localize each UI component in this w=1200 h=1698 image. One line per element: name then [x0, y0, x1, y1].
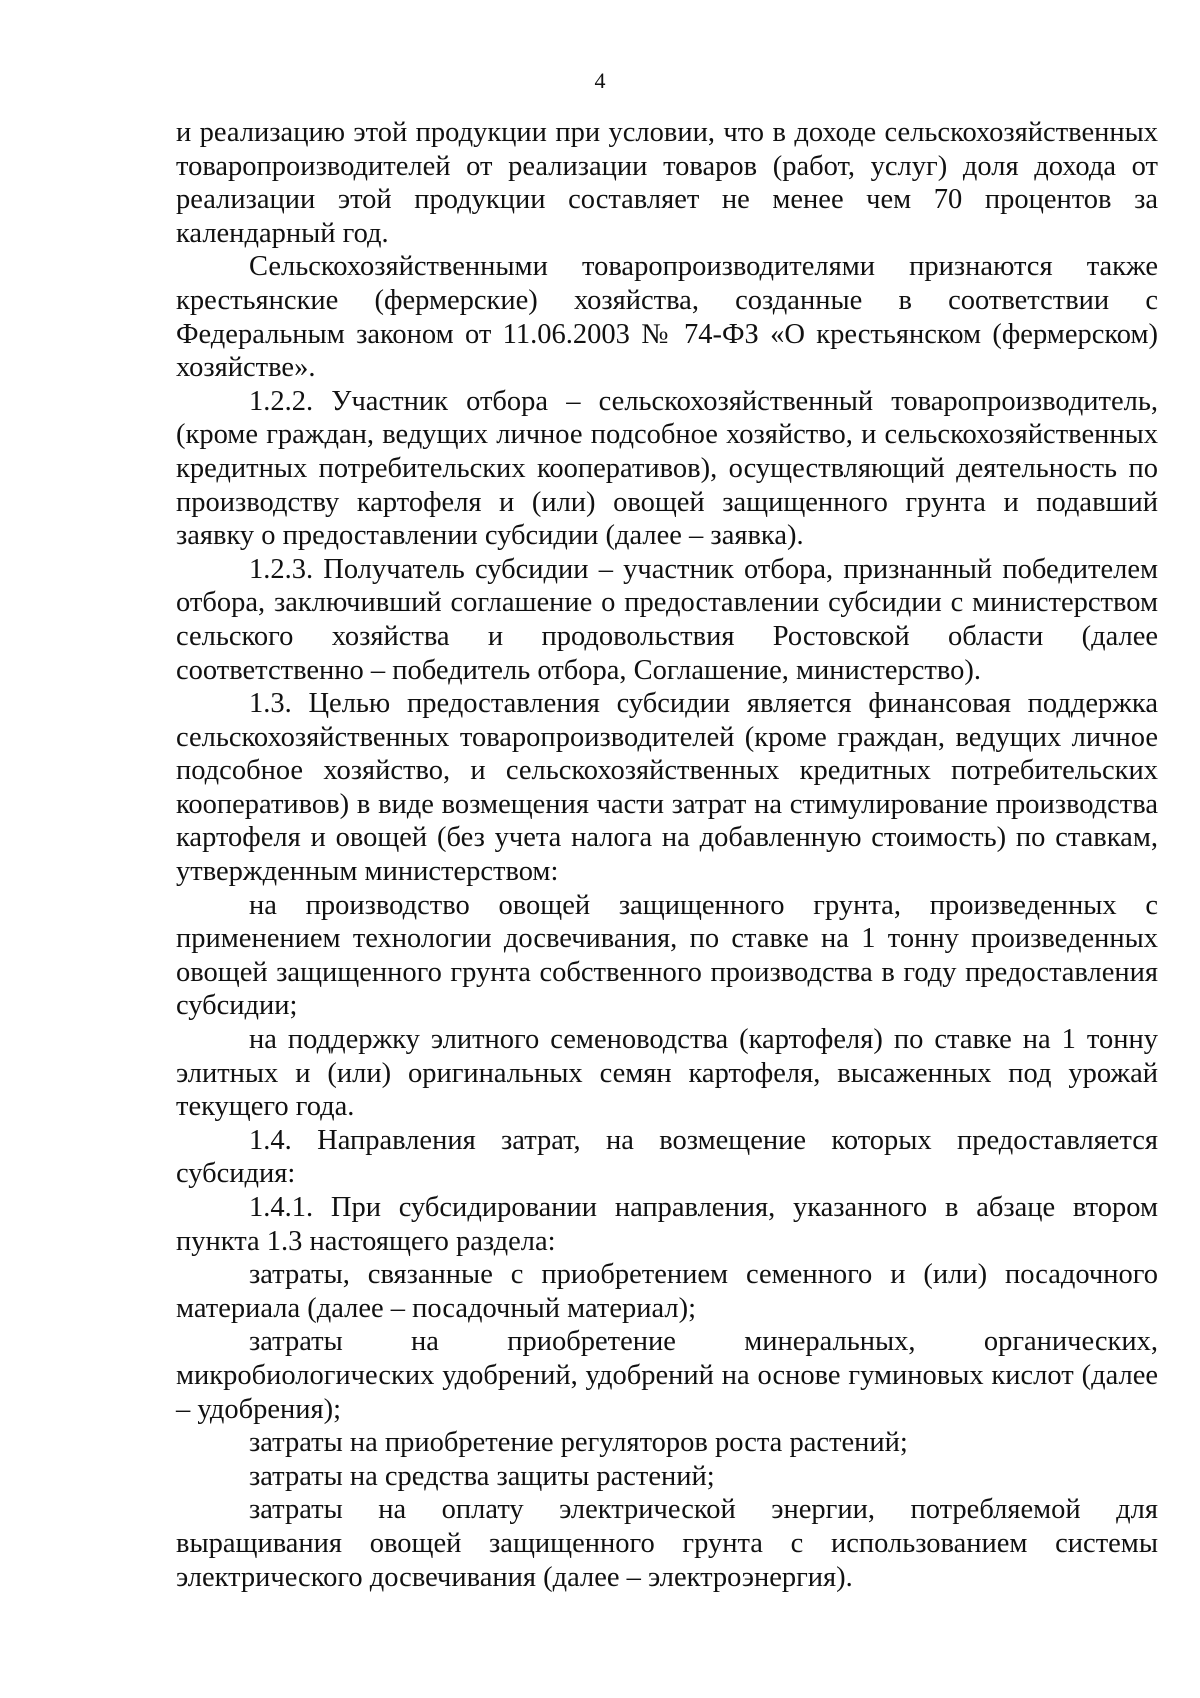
paragraph-electricity: затраты на оплату электрической энергии, потребляемой для выращивания овощей защищенного грунта с использованием системы электрического досвечивания (далее – электроэнергия). [176, 1494, 1158, 1593]
paragraph-1-4-1: 1.4.1. При субсидировании направления, указанного в абзаце втором пункта 1.3 настоящего раздела: [176, 1192, 1158, 1257]
paragraph-1-3: 1.3. Целью предоставления субсидии является финансовая поддержка сельскохозяйственных товаропроизводителей (кроме граждан, ведущих личное подсобное хозяйство, и сельскохозяйственных кредитных потребительских кооперативов) в виде возмещения части затрат на стимулирование производства картофеля и овощей (без учета налога на добавленную стоимость) по ставкам, утвержденным министерством: [176, 688, 1158, 888]
paragraph-1-2-2: 1.2.2. Участник отбора – сельскохозяйственный товаропроизводитель, (кроме граждан, ведущих личное подсобное хозяйство, и сельскохозяйственных кредитных потребительских кооперативов), осуществляющий деятельность по производству картофеля и (или) овощей защищенного грунта и подавший заявку о предоставлении субсидии (далее – заявка). [176, 385, 1158, 552]
document-body [176, 116, 1158, 1594]
paragraph-greenhouse-vegetables: на производство овощей защищенного грунта, произведенных с применением технологии досвечивания, по ставке на 1 тонну произведенных овощей защищенного грунта собственного производства в году предоставления субсидии; [176, 889, 1158, 1022]
page-number: 4 [594, 68, 606, 93]
paragraph-growth-regulators: затраты на приобретение регуляторов роста растений; [249, 1427, 908, 1459]
paragraph-1-2-3: 1.2.3. Получатель субсидии – участник отбора, признанный победителем отбора, заключивший соглашение о предоставлении субсидии с министерством сельского хозяйства и продовольствия Ростовской области (далее соответственно – победитель отбора, Соглашение, министерство). [176, 553, 1158, 686]
paragraph-continuation: и реализацию этой продукции при условии, что в доходе сельскохозяйственных товаропроизводителей от реализации товаров (работ, услуг) доля дохода от реализации этой продукции составляет не менее чем 70 процентов за календарный год. [176, 117, 1158, 249]
paragraph-elite-seed-potato: на поддержку элитного семеноводства (картофеля) по ставке на 1 тонну элитных и (или) оригинальных семян картофеля, высаженных под урожай текущего года. [176, 1024, 1158, 1123]
paragraph-fertilizers: затраты на приобретение минеральных, органических, микробиологических удобрений, удобрений на основе гуминовых кислот (далее – удобрения); [176, 1326, 1158, 1425]
paragraph-1-4: 1.4. Направления затрат, на возмещение которых предоставляется субсидия: [176, 1124, 1158, 1190]
paragraph-producers-definition: Сельскохозяйственными товаропроизводителями признаются также крестьянские (фермерские) хозяйства, созданные в соответствии с Федеральным законом от 11.06.2003 № 74-ФЗ «О крестьянском (фермерском) хозяйстве». [176, 251, 1158, 384]
paragraph-planting-material: затраты, связанные с приобретением семенного и (или) посадочного материала (далее – посадочный материал); [176, 1259, 1158, 1324]
paragraph-plant-protection: затраты на средства защиты растений; [249, 1460, 715, 1492]
